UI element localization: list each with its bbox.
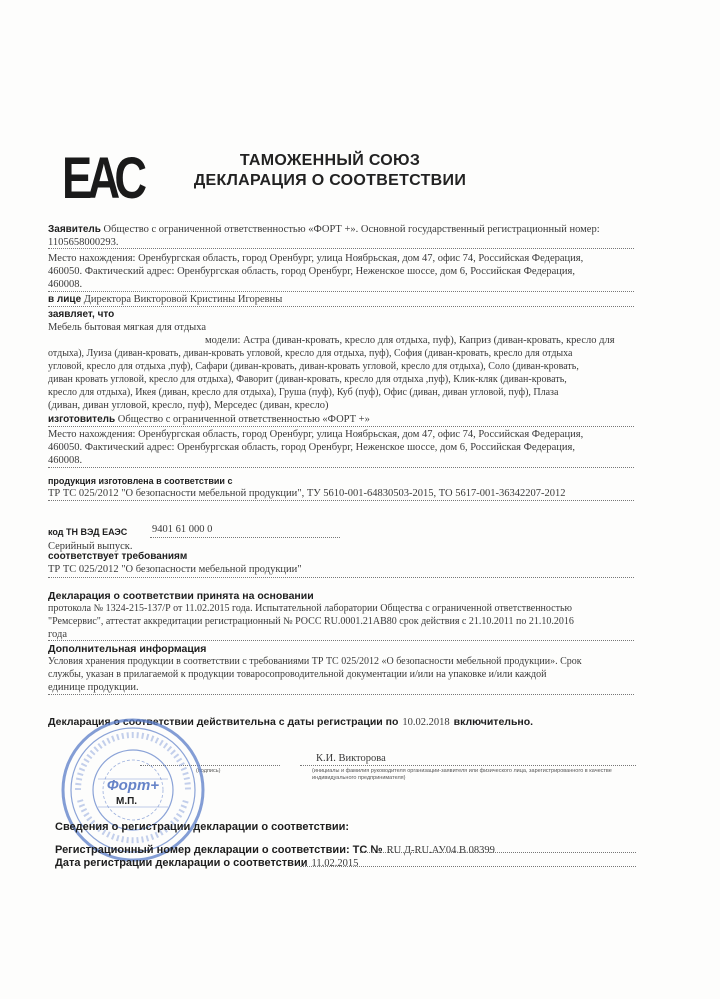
validity-suffix: включительно. (453, 716, 534, 728)
signer-caption-line: (инициалы и фамилия руководителя организации-заявителя или физического лица, зарегистрированного в качестве (312, 768, 612, 774)
validity-label: Декларация о соответствии действительна с даты регистрации по (48, 716, 399, 728)
serial-text: Серийный выпуск. (48, 541, 133, 552)
signer-name: К.И. Викторова (316, 753, 386, 764)
basis-line: "Ремсервис", аттестат аккредитации регистрационный № РОСС RU.0001.21АВ80 срок действия с 21.10.2011 по 21.10.2016 (48, 616, 574, 627)
additional-text (48, 655, 648, 694)
manufacturer-address-line: 460008. (48, 455, 83, 466)
registration-date-label: Дата регистрации декларации о соответствии (55, 857, 308, 869)
manufacturer-label: изготовитель (48, 414, 116, 425)
models-block (48, 334, 648, 412)
models-line: угловой, кресло для отдыха ,пуф), Сафари (диван-кровать, диван-кровать угловой, кресло для отдыха), Соло (диван-кровать, (48, 361, 579, 372)
title-customs-union: ТАМОЖЕННЫЙ СОЮЗ (239, 152, 421, 169)
manufacturer-address-line: Место нахождения: Оренбургская область, город Оренбург, улица Ноябрьская, дом 47, офис 74, Российская Федерация, (48, 429, 584, 440)
signer-caption (312, 768, 642, 782)
validity-date: 10.02.2018 (402, 717, 450, 728)
requirements-label: соответствует требованиям (48, 551, 188, 562)
person-text: Директора Викторовой Кристины Игоревны (83, 294, 283, 305)
registration-number-value: RU Д-RU.АУ04.В.08399 (386, 845, 495, 856)
manufacturer-address-line: 460050. Фактический адрес: Оренбургская область, город Оренбург, Неженское шоссе, дом 6, Российская Федерация, (48, 442, 576, 453)
applicant-address-line: Место нахождения: Оренбургская область, город Оренбург, улица Ноябрьская, дом 47, офис 74, Российская Федерация, (48, 253, 584, 264)
registration-info-label: Сведения о регистрации декларации о соответствии: (55, 821, 350, 833)
stamp-brand: Форт+ (106, 777, 160, 794)
applicant-text: Общество с ограниченной ответственностью «ФОРТ +». Основной государственный регистрационный номер: 1105658000293. (48, 224, 600, 248)
produced-label: продукция изготовлена в соответствии с (48, 476, 233, 486)
person-label: в лице (48, 294, 82, 305)
manufacturer-address (48, 428, 638, 467)
models-line: диван кровать угловой, кресло для отдыха), Фаворит (диван-кровать, кресло для отдыха ,пуф), Клик-кляк (диван-кровать, (48, 374, 567, 385)
applicant-address-line: 460050. Фактический адрес: Оренбургская область, город Оренбург, Неженское шоссе, дом 6, Российская Федерация, (48, 266, 576, 277)
title-declaration: ДЕКЛАРАЦИЯ О СООТВЕТСТВИИ (193, 172, 467, 189)
applicant-block (48, 223, 638, 249)
applicant-address (48, 252, 638, 291)
manufacturer-block (48, 413, 638, 426)
signer-caption-line: индивидуального предпринимателя) (312, 775, 406, 781)
additional-line: службы, указан в прилагаемой к продукции товаросопроводительной документации и/или на упаковке и/или каждой (48, 669, 547, 680)
basis-text (48, 602, 648, 641)
code-value: 9401 61 000 0 (152, 524, 213, 535)
eac-logo: ЕАС (62, 146, 143, 211)
mp-mark: М.П. (116, 796, 138, 807)
registration-date-value: 11.02.2015 (311, 858, 359, 869)
code-label: код ТН ВЭД ЕАЭС (48, 527, 128, 537)
basis-line: протокола № 1324-215-137/Р от 11.02.2015 года. Испытательной лаборатории Общества с ограниченной ответственностью (48, 603, 572, 614)
applicant-person (48, 293, 638, 306)
models-line: кресло для отдыха), Икея (диван, кресло для отдыха), Груша (пуф), Куб (пуф), Офис (диван, диван угловой, пуф), Плаза (48, 387, 559, 398)
models-line: отдыха), Луиза (диван-кровать, диван-кровать угловой, кресло для отдыха, пуф), София (диван-кровать, кресло для отдыха (48, 348, 573, 359)
additional-label: Дополнительная информация (48, 643, 207, 655)
applicant-address-line: 460008. (48, 279, 83, 290)
sign-caption: (подпись) (196, 768, 221, 774)
applicant-label: Заявитель (48, 224, 101, 235)
basis-label: Декларация о соответствии принята на основании (48, 590, 314, 602)
registration-number-label: Регистрационный номер декларации о соответствии: ТС № (55, 844, 383, 856)
requirements-text: ТР ТС 025/2012 "О безопасности мебельной продукции" (48, 564, 302, 575)
registration-date-line (55, 853, 358, 871)
produced-text: ТР ТС 025/2012 "О безопасности мебельной продукции", ТУ 5610-001-64830503-2015, ТО 5617-001-36342207-2012 (48, 488, 566, 499)
declares-label: заявляет, что (48, 309, 115, 320)
models-line: модели: Астра (диван-кровать, кресло для отдыха, пуф), Каприз (диван-кровать, кресло для (205, 335, 615, 346)
basis-line: года (48, 629, 67, 640)
models-line: (диван, диван угловой, кресло, пуф), Мерседес (диван, кресло) (48, 400, 329, 411)
manufacturer-text: Общество с ограниченной ответственностью «ФОРТ +» (117, 414, 370, 425)
product-name: Мебель бытовая мягкая для отдыха (48, 322, 207, 333)
additional-line: Условия хранения продукции в соответствии с требованиями ТР ТС 025/2012 «О безопасности мебельной продукции». Срок (48, 656, 582, 667)
additional-line: единице продукции. (48, 682, 139, 693)
